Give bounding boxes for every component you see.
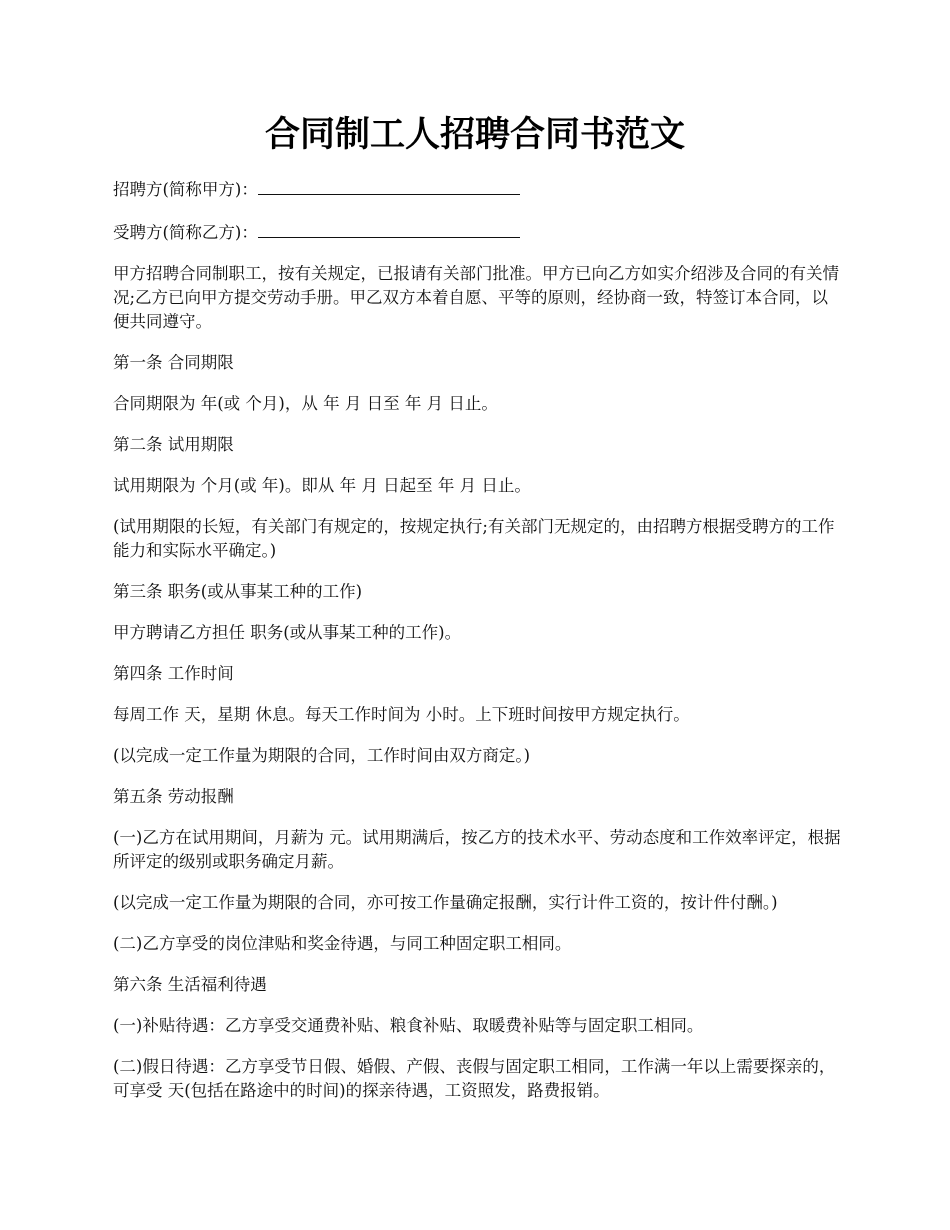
article-5-item-2: (二)乙方享受的岗位津贴和奖金待遇，与同工种固定职工相同。 xyxy=(113,934,572,953)
article-6-item-2: (二)假日待遇：乙方享受节日假、婚假、产假、丧假与固定职工相同，工作满一年以上需要探亲的，可享受 天(包括在路途中的时间)的探亲待遇，工资照发，路费报销。 xyxy=(113,1057,836,1100)
article-4-heading: 第四条 工作时间 xyxy=(113,664,234,683)
document-title: 合同制工人招聘合同书范文 xyxy=(264,114,685,155)
article-3-heading: 第三条 职务(或从事某工种的工作) xyxy=(113,582,363,601)
employer-blank-line xyxy=(258,176,520,195)
document-body xyxy=(113,176,841,1120)
employer-field-label: 招聘方(简称甲方)： xyxy=(113,180,258,199)
article-5-note: (以完成一定工作量为期限的合同，亦可按工作量确定报酬，实行计件工资的，按计件付酬。) xyxy=(113,893,778,912)
article-2-text: 试用期限为 个月(或 年)。即从 年 月 日起至 年 月 日止。 xyxy=(113,476,531,495)
article-6-heading: 第六条 生活福利待遇 xyxy=(113,975,267,994)
employee-blank-line xyxy=(258,219,520,238)
article-6-item-1: (一)补贴待遇：乙方享受交通费补贴、粮食补贴、取暖费补贴等与固定职工相同。 xyxy=(113,1016,704,1035)
article-4-note: (以完成一定工作量为期限的合同，工作时间由双方商定。) xyxy=(113,746,531,765)
article-1-heading: 第一条 合同期限 xyxy=(113,353,234,372)
article-5-item-1: (一)乙方在试用期间，月薪为 元。试用期满后，按乙方的技术水平、劳动态度和工作效率评定，根据所评定的级别或职务确定月薪。 xyxy=(113,828,841,871)
employee-field xyxy=(113,219,841,245)
employee-field-label: 受聘方(简称乙方)： xyxy=(113,223,258,242)
article-2-heading: 第二条 试用期限 xyxy=(113,435,234,454)
article-3-text: 甲方聘请乙方担任 职务(或从事某工种的工作)。 xyxy=(113,623,462,642)
article-4-text: 每周工作 天，星期 休息。每天工作时间为 小时。上下班时间按甲方规定执行。 xyxy=(113,705,690,724)
article-1-text: 合同期限为 年(或 个月)，从 年 月 日至 年 月 日止。 xyxy=(113,394,498,413)
employer-field xyxy=(113,176,841,202)
article-5-heading: 第五条 劳动报酬 xyxy=(113,787,234,806)
article-2-note: (试用期限的长短，有关部门有规定的，按规定执行;有关部门无规定的，由招聘方根据受聘方的工作能力和实际水平确定。) xyxy=(113,517,835,560)
intro-paragraph: 甲方招聘合同制职工，按有关规定，已报请有关部门批准。甲方已向乙方如实介绍涉及合同的有关情况;乙方已向甲方提交劳动手册。甲乙双方本着自愿、平等的原则，经协商一致，特签订本合同，以便共同遵守。 xyxy=(113,264,839,331)
